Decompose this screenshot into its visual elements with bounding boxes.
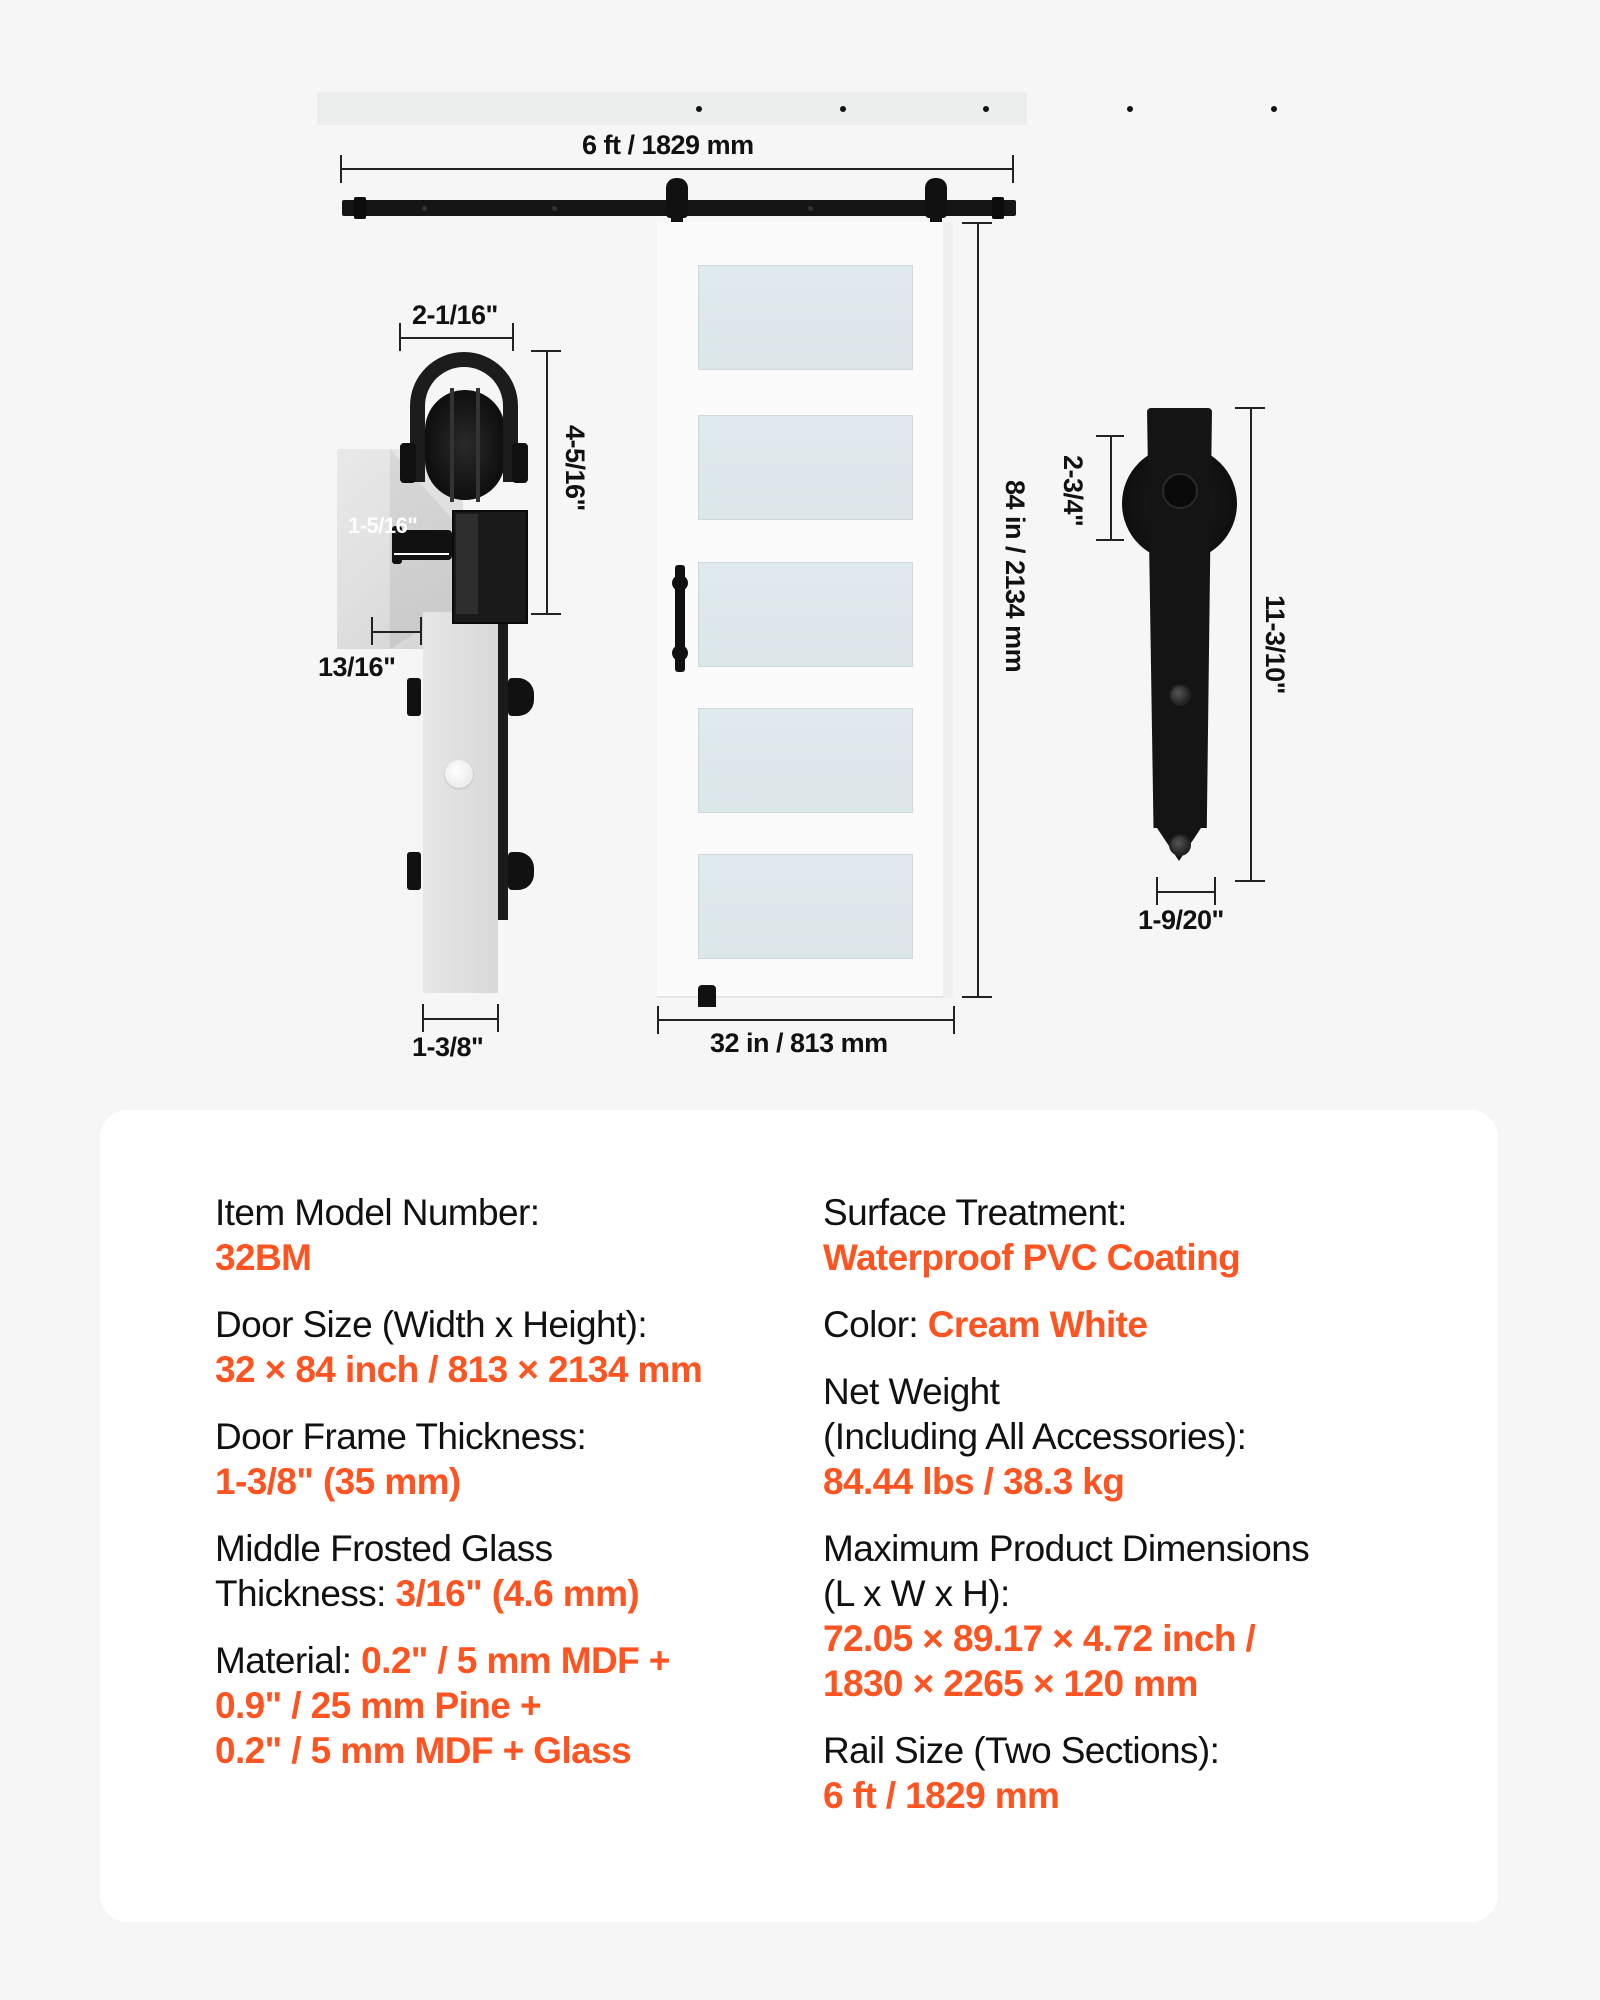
hanger-width-label: 2-1/16": [412, 300, 498, 330]
hanger-height-label: 4-5/16": [560, 425, 590, 511]
frosted-glass-panel: [698, 708, 913, 813]
spec-surface-treatment: Surface Treatment: Waterproof PVC Coating: [823, 1192, 1241, 1278]
hex-nut: [407, 852, 421, 890]
wheel-diameter-label: 2-3/4": [1058, 455, 1088, 527]
rail-stopper: [354, 197, 366, 219]
spec-color: Color: Cream White: [823, 1304, 1148, 1345]
strap-bolt: [1169, 684, 1191, 706]
rail-length-label: 6 ft / 1829 mm: [582, 130, 754, 160]
spec-door-size: Door Size (Width x Height): 32 × 84 inch / 813 × 2134 mm: [215, 1304, 703, 1390]
strap-length-label: 11-3/10": [1260, 595, 1290, 694]
wall-mounting-board: [317, 92, 1027, 125]
axle-nut: [400, 443, 416, 483]
mounting-hole: [1127, 106, 1133, 112]
floor-guide: [698, 985, 716, 1007]
hanger-strap: [1147, 408, 1212, 828]
hex-nut: [407, 678, 421, 716]
door-edge: [423, 612, 498, 993]
frosted-glass-panel: [698, 854, 913, 959]
door-width-label: 32 in / 813 mm: [710, 1028, 888, 1058]
specifications-card: [100, 1110, 1498, 1922]
specs-left-column: [215, 1190, 702, 1795]
mounting-hole: [983, 106, 989, 112]
strap-bolt: [1169, 834, 1191, 856]
strap-width-label: 1-9/20": [1138, 905, 1224, 935]
spacer-length-label: 1-5/16": [348, 513, 418, 538]
screw-cap: [445, 760, 473, 788]
spec-net-weight: Net Weight (Including All Accessories): 84.44 lbs / 38.3 kg: [823, 1371, 1247, 1502]
rail-stopper: [992, 197, 1004, 219]
axle-bolt: [1162, 473, 1198, 509]
door-height-label: 84 in / 2134 mm: [1000, 480, 1030, 673]
mounting-hole: [1271, 106, 1277, 112]
spec-model-number: Item Model Number: 32BM: [215, 1192, 540, 1278]
frosted-glass-panel: [698, 265, 913, 370]
mounting-hole: [840, 106, 846, 112]
door-handle: [675, 565, 685, 672]
frame-thickness-label: 1-3/8": [412, 1032, 484, 1062]
frosted-glass-panel: [698, 415, 913, 520]
spec-rail-size: Rail Size (Two Sections): 6 ft / 1829 mm: [823, 1730, 1220, 1816]
specs-right-column: [823, 1190, 1309, 1840]
acorn-nut: [508, 852, 534, 890]
spec-material: Material: 0.2" / 5 mm MDF + 0.9" / 25 mm Pine + 0.2" / 5 mm MDF + Glass: [215, 1640, 670, 1771]
barn-door-front: [657, 222, 953, 998]
wall-offset-label: 13/16": [318, 652, 396, 682]
mounting-hole: [696, 106, 702, 112]
axle-nut: [512, 443, 528, 483]
acorn-nut: [508, 678, 534, 716]
spec-frame-thickness: Door Frame Thickness: 1-3/8" (35 mm): [215, 1416, 587, 1502]
frosted-glass-panel: [698, 562, 913, 667]
hanger-arc: [410, 352, 518, 482]
spec-glass-thickness: Middle Frosted Glass Thickness: 3/16" (4.6 mm): [215, 1528, 640, 1614]
spec-max-dimensions: Maximum Product Dimensions (L x W x H): 72.05 × 89.17 × 4.72 inch / 1830 × 2265 × 120 mm: [823, 1528, 1310, 1704]
